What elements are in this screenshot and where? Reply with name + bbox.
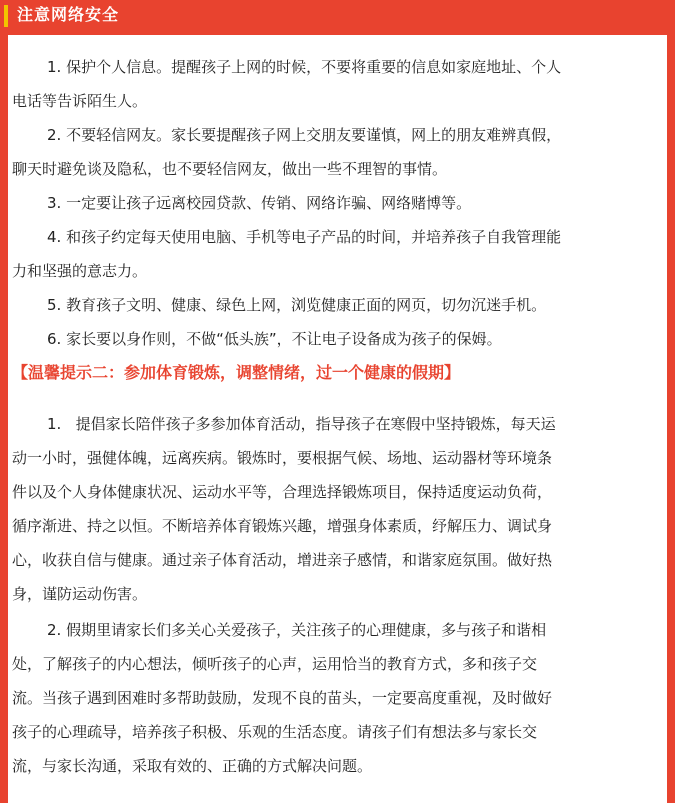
tip-item-1-line-4: 循序渐进、持之以恒。不断培养体育锻炼兴趣，增强身体素质，纾解压力、调试身 (12, 517, 553, 535)
tip-item-2-line-3: 流。当孩子遇到困难时多帮助鼓励，发现不良的苗头，一定要高度重视，及时做好 (12, 689, 553, 707)
safety-item-3-line-1: 3. 一定要让孩子远离校园贷款、传销、网络诈骗、网络赌博等。 (47, 194, 472, 212)
content-panel (8, 35, 667, 803)
header-accent-bar (4, 5, 8, 27)
safety-item-4-line-2: 力和坚强的意志力。 (12, 262, 148, 280)
safety-item-1-line-1: 1. 保护个人信息。提醒孩子上网的时候，不要将重要的信息如家庭地址、个人 (47, 58, 562, 76)
tip-item-1-line-1: 1. 提倡家长陪伴孩子多参加体育活动，指导孩子在寒假中坚持锻炼，每天运 (47, 415, 556, 433)
tip-item-2-line-5: 流，与家长沟通，采取有效的、正确的方式解决问题。 (12, 757, 373, 775)
tip-item-2-line-4: 孩子的心理疏导，培养孩子积极、乐观的生活态度。请孩子们有想法多与家长交 (12, 723, 538, 741)
section-header (0, 0, 675, 31)
safety-item-2-line-2: 聊天时避免谈及隐私，也不要轻信网友，做出一些不理智的事情。 (12, 160, 448, 178)
tip-item-1-line-3: 件以及个人身体健康状况、运动水平等，合理选择锻炼项目，保持适度运动负荷， (12, 483, 553, 501)
tip-item-1-line-2: 动一小时，强健体魄，远离疾病。锻炼时，要根据气候、场地、运动器材等环境条 (12, 449, 553, 467)
tip-item-2-line-1: 2. 假期里请家长们多关心关爱孩子，关注孩子的心理健康，多与孩子和谐相 (47, 621, 547, 639)
safety-item-4-line-1: 4. 和孩子约定每天使用电脑、手机等电子产品的时间，并培养孩子自我管理能 (47, 228, 562, 246)
safety-item-2-line-1: 2. 不要轻信网友。家长要提醒孩子网上交朋友要谨慎，网上的朋友难辨真假， (47, 126, 562, 144)
tip-heading: 【温馨提示二：参加体育锻炼，调整情绪，过一个健康的假期】 (12, 363, 461, 382)
tip-item-1-line-5: 心，收获自信与健康。通过亲子体育活动，增进亲子感情，和谐家庭氛围。做好热 (12, 551, 553, 569)
safety-item-5-line-1: 5. 教育孩子文明、健康、绿色上网，浏览健康正面的网页，切勿沉迷手机。 (47, 296, 547, 314)
safety-item-6-line-1: 6. 家长要以身作则，不做“低头族”，不让电子设备成为孩子的保姆。 (47, 330, 502, 348)
section-title: 注意网络安全 (17, 5, 120, 24)
tip-item-1-line-6: 身，谨防运动伤害。 (12, 585, 148, 603)
tip-item-2-line-2: 处，了解孩子的内心想法，倾听孩子的心声，运用恰当的教育方式，多和孩子交 (12, 655, 538, 673)
safety-item-1-line-2: 电话等告诉陌生人。 (12, 92, 148, 110)
